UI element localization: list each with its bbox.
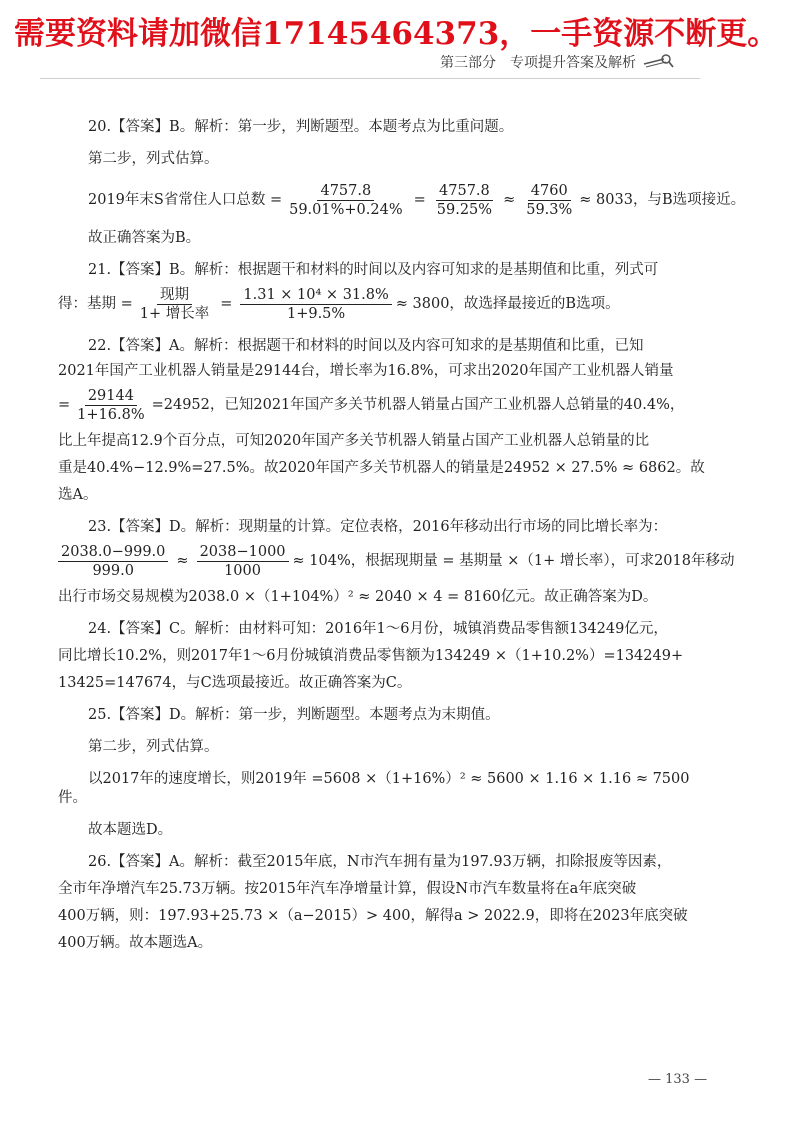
q20-line2: 第二步，列式估算。: [88, 151, 219, 167]
q26-line3: 400万辆，则：197.93+25.73 ×（a−2015）> 400，解得a > 2022.9，即将在2023年底突破: [58, 908, 688, 924]
q25-line4: 故本题选D。: [88, 822, 173, 838]
q23-formula-suffix: ≈ 104%，根据现期量 = 基期量 ×（1+ 增长率），可求2018年移动: [292, 553, 735, 569]
header-section: 专项提升答案及解析: [510, 55, 636, 71]
q22-line3: 比上年提高12.9个百分点，可知2020年国产多关节机器人销量占国产工业机器人总销量的比: [58, 433, 650, 449]
q22-f1-denominator: 1+16.8%: [77, 407, 145, 423]
q20-fraction-2: [434, 182, 495, 219]
q22-line1: 22.【答案】A。解析：根据题干和材料的时间以及内容可知求的是基期值和比重，已知: [88, 338, 644, 354]
q21-formula-prefix: 得：基期 =: [58, 296, 133, 312]
q24-line1: 24.【答案】C。解析：由材料可知：2016年1～6月份，城镇消费品零售额134249亿元，: [88, 621, 668, 637]
q22-line2: 2021年国产工业机器人销量是29144台，增长率为16.8%，可求出2020年国产工业机器人销量: [58, 363, 674, 379]
q21-equals: =: [220, 296, 233, 312]
q23-f2-numerator: 2038−1000: [197, 543, 289, 562]
q23-f1-numerator: 2038.0−999.0: [58, 543, 168, 562]
q23-line2: 出行市场交易规模为2038.0 ×（1+104%）² ≈ 2040 × 4 = 8160亿元。故正确答案为D。: [58, 589, 658, 605]
q20-line1: 20.【答案】B。解析：第一步，判断题型。本题考点为比重问题。: [88, 119, 514, 135]
q20-fraction-1: [286, 182, 406, 219]
q21-f2-denominator: 1+9.5%: [286, 306, 346, 322]
q20-formula-suffix: ≈ 8033，与B选项接近。: [579, 192, 746, 208]
magnifier-pen-icon: [642, 52, 674, 72]
page-number: — 133 —: [648, 1072, 708, 1087]
q26-line2: 全市年净增汽车25.73万辆。按2015年汽车净增量计算，假设N市汽车数量将在a年底突破: [58, 881, 637, 897]
q24-line3: 13425=147674，与C选项最接近。故正确答案为C。: [58, 675, 412, 691]
q23-approx: ≈: [176, 553, 189, 569]
answer-content: [58, 118, 746, 966]
running-header: [440, 52, 674, 72]
q25-line2: 第二步，列式估算。: [88, 739, 219, 755]
q22-line4: 重是40.4%−12.9%=27.5%。故2020年国产多关节机器人的销量是24952 × 27.5% ≈ 6862。故: [58, 460, 705, 476]
q20-f1-denominator: 59.01%+0.24%: [289, 202, 403, 218]
q22-formula-suffix: =24952，已知2021年国产多关节机器人销量占国产工业机器人总销量的40.4%，: [151, 397, 685, 413]
q21-fraction-2: [240, 286, 391, 323]
q20-line3: 故正确答案为B。: [88, 230, 201, 246]
q21-formula-suffix: ≈ 3800，故选择最接近的B选项。: [395, 296, 620, 312]
q22-line5: 选A。: [58, 487, 98, 503]
q20-f3-numerator: 4760: [528, 182, 571, 201]
q20-f1-numerator: 4757.8: [317, 182, 374, 201]
q20-approx: ≈: [503, 192, 516, 208]
q26-line1: 26.【答案】A。解析：截至2015年底，N市汽车拥有量为197.93万辆，扣除报废等因素，: [88, 854, 672, 870]
q20-formula-prefix: 2019年末S省常住人口总数 =: [88, 192, 283, 208]
q20-f2-numerator: 4757.8: [436, 182, 493, 201]
q23-fraction-1: [58, 543, 168, 580]
q20-f3-denominator: 59.3%: [526, 202, 573, 218]
q23-f1-denominator: 999.0: [92, 563, 134, 579]
q22-formula-prefix: =: [58, 397, 71, 413]
q20-formula: [58, 182, 746, 219]
header-part: 第三部分: [440, 55, 496, 71]
q21-f1-numerator: 现期: [157, 286, 192, 305]
header-divider: [40, 78, 700, 79]
q21-line1: 21.【答案】B。解析：根据题干和材料的时间以及内容可知求的是基期值和比重，列式可: [88, 262, 659, 278]
watermark-banner: 需要资料请加微信17145464373，一手资源不断更。: [14, 16, 779, 52]
q20-fraction-3: [523, 182, 575, 219]
q20-equals: =: [413, 192, 426, 208]
q22-fraction-1: [74, 387, 147, 424]
q24-line2: 同比增长10.2%，则2017年1～6月份城镇消费品零售额为134249 ×（1+10.2%）=134249+: [58, 648, 684, 664]
q23-line1: 23.【答案】D。解析：现期量的计算。定位表格，2016年移动出行市场的同比增长率为：: [88, 519, 668, 535]
q22-f1-numerator: 29144: [85, 387, 137, 406]
q21-formula: [58, 286, 708, 323]
q20-f2-denominator: 59.25%: [436, 202, 493, 218]
q23-formula: [58, 543, 735, 580]
q21-f1-denominator: 1+ 增长率: [139, 306, 210, 322]
q25-line1: 25.【答案】D。解析：第一步，判断题型。本题考点为末期值。: [88, 707, 500, 723]
q23-fraction-2: [197, 543, 289, 580]
q21-fraction-1: [137, 286, 212, 323]
q21-f2-numerator: 1.31 × 10⁴ × 31.8%: [240, 286, 391, 305]
q22-formula: [58, 387, 708, 424]
q26-line4: 400万辆。故本题选A。: [58, 935, 213, 951]
q23-f2-denominator: 1000: [224, 563, 261, 579]
q25-line3: 以2017年的速度增长，则2019年 =5608 ×（1+16%）² ≈ 5600 × 1.16 × 1.16 ≈ 7500件。: [58, 771, 690, 806]
